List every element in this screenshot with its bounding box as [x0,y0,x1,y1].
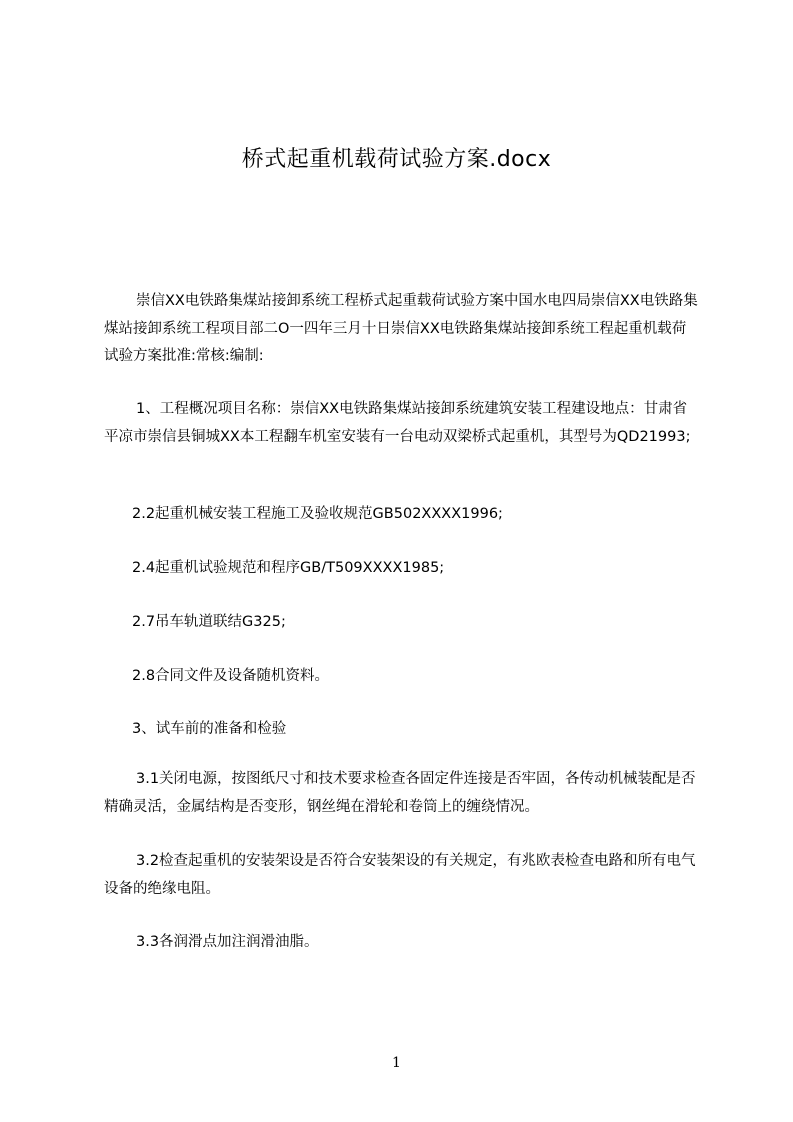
section-3-heading: 3、试车前的准备和检验 [132,721,287,737]
section-3-3-paragraph: 3.3各润滑点加注润滑油脂。 [136,934,319,950]
intro-paragraph: 崇信XX电铁路集煤站接卸系统工程桥式起重载荷试验方案中国水电四局崇信XX电铁路集煤站接卸系统工程项目部二O一四年三月十日崇信XX电铁路集煤站接卸系统工程起重机载荷试验方案批准:常核:编制: [104,293,698,364]
section-1-paragraph: 1、工程概况项目名称：崇信XX电铁路集煤站接卸系统建筑安装工程建设地点：甘肃省平凉市崇信县铜城XX本工程翻车机室安装有一台电动双梁桥式起重机，其型号为QD21993; [104,401,691,445]
section-3-2-paragraph: 3.2检查起重机的安装架设是否符合安装架设的有关规定，有兆欧表检查电路和所有电气设备的绝缘电阻。 [104,853,696,897]
section-2-8-paragraph: 2.8合同文件及设备随机资料。 [132,668,330,684]
document-title: 桥式起重机载荷试验方案.docx [241,147,552,172]
section-2-2-paragraph: 2.2起重机械安装工程施工及验收规范GB502XXXX1996; [132,506,503,522]
page-number: 1 [392,1055,401,1071]
section-3-1-paragraph: 3.1关闭电源，按图纸尺寸和技术要求检查各固定件连接是否牢固，各传动机械装配是否精确灵活，金属结构是否变形，钢丝绳在滑轮和卷筒上的缠绕情况。 [104,771,696,815]
section-2-4-paragraph: 2.4起重机试验规范和程序GB/T509XXXX1985; [132,560,445,576]
section-2-7-paragraph: 2.7吊车轨道联结G325; [132,614,286,630]
